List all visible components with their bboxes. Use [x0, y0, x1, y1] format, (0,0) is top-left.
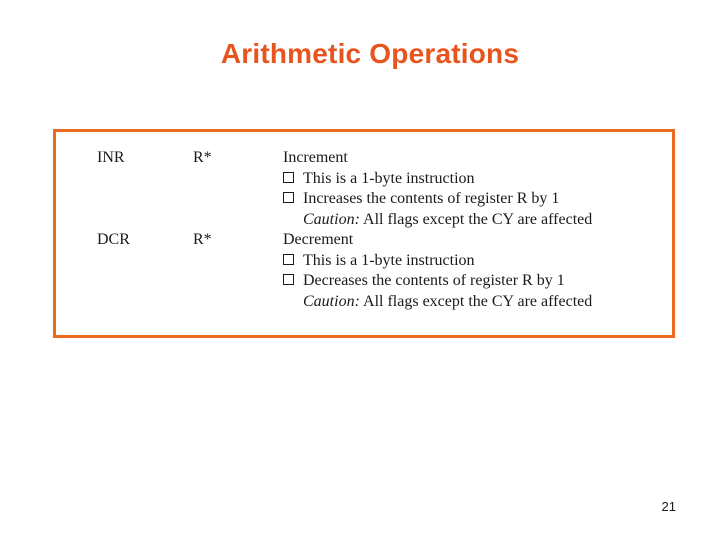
caution-text: All flags except the CY are affected	[363, 210, 593, 228]
page-number: 21	[661, 499, 676, 514]
instruction-bullet	[283, 169, 653, 190]
instruction-mnemonic: DCR	[97, 231, 130, 248]
instruction-operand: R*	[193, 149, 212, 166]
bullet-text: Decreases the contents of register R by 1	[303, 272, 565, 289]
instruction-bullet	[283, 251, 653, 272]
caution-label: Caution:	[303, 292, 360, 310]
checkbox-bullet-icon	[283, 172, 294, 183]
instruction-description	[283, 148, 653, 230]
checkbox-bullet-icon	[283, 192, 294, 203]
checkbox-bullet-icon	[283, 274, 294, 285]
slide-title: Arithmetic Operations	[220, 38, 520, 69]
bullet-text: This is a 1-byte instruction	[303, 169, 475, 187]
instruction-mnemonic: INR	[97, 149, 125, 166]
caution-note	[283, 210, 653, 231]
instruction-operand: R*	[193, 231, 212, 248]
instruction-title: Decrement	[283, 231, 354, 248]
bullet-text: Increases the contents of register R by 1	[303, 190, 560, 207]
bullet-text: This is a 1-byte instruction	[303, 251, 475, 269]
checkbox-bullet-icon	[283, 254, 294, 265]
instruction-bullet	[283, 271, 653, 292]
caution-note	[283, 292, 653, 313]
caution-label: Caution:	[303, 210, 360, 228]
instruction-description	[283, 230, 653, 312]
instruction-table-box	[53, 129, 675, 338]
instruction-title: Increment	[283, 149, 348, 166]
caution-text: All flags except the CY are affected	[363, 292, 593, 310]
instruction-bullet	[283, 189, 653, 210]
